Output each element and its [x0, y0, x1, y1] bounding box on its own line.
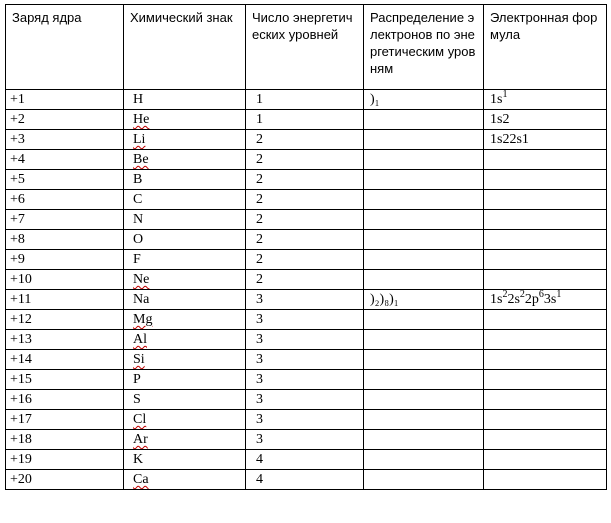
table-row	[6, 450, 607, 470]
charge-cell	[6, 310, 124, 330]
levels-cell-text: 3	[256, 372, 263, 387]
orbital-electrons: 6	[538, 289, 544, 300]
levels-cell	[246, 330, 364, 350]
symbol-cell-text: Li	[133, 132, 146, 147]
charge-cell-text: +10	[10, 272, 32, 287]
charge-cell-text: +11	[10, 292, 32, 307]
table-row	[6, 190, 607, 210]
charge-cell	[6, 430, 124, 450]
formula-cell	[484, 150, 607, 170]
charge-cell	[6, 250, 124, 270]
levels-cell	[246, 110, 364, 130]
charge-cell	[6, 410, 124, 430]
charge-cell-text: +19	[10, 452, 32, 467]
levels-cell-text: 2	[256, 132, 263, 147]
symbol-cell-text: Al	[133, 332, 147, 347]
charge-cell-text: +14	[10, 352, 32, 367]
levels-cell	[246, 410, 364, 430]
table-row	[6, 150, 607, 170]
levels-cell	[246, 190, 364, 210]
formula-cell	[484, 390, 607, 410]
symbol-cell	[124, 310, 246, 330]
formula-cell	[484, 110, 607, 130]
symbol-cell	[124, 230, 246, 250]
orbital-electrons: 2	[519, 289, 525, 300]
charge-cell-text: +20	[10, 472, 32, 487]
header-levels: Число энергетических уровней	[246, 5, 364, 90]
charge-cell	[6, 370, 124, 390]
charge-cell	[6, 450, 124, 470]
charge-cell-text: +12	[10, 312, 32, 327]
distribution-cell	[364, 130, 484, 150]
levels-cell	[246, 470, 364, 490]
formula-cell	[484, 230, 607, 250]
distribution-cell	[364, 270, 484, 290]
charge-cell-text: +13	[10, 332, 32, 347]
levels-cell-text: 3	[256, 392, 263, 407]
levels-cell	[246, 430, 364, 450]
formula-text: 1s2	[490, 112, 510, 127]
distribution-cell	[364, 430, 484, 450]
symbol-cell	[124, 150, 246, 170]
charge-cell-text: +16	[10, 392, 32, 407]
charge-cell-text: +8	[10, 232, 25, 247]
symbol-cell	[124, 410, 246, 430]
distribution-cell	[364, 230, 484, 250]
symbol-cell	[124, 390, 246, 410]
levels-cell-text: 4	[256, 452, 263, 467]
charge-cell-text: +5	[10, 172, 25, 187]
distribution-cell	[364, 170, 484, 190]
header-row	[6, 5, 607, 90]
charge-cell	[6, 290, 124, 310]
table-row	[6, 310, 607, 330]
levels-cell-text: 3	[256, 432, 263, 447]
levels-cell	[246, 210, 364, 230]
levels-cell-text: 2	[256, 172, 263, 187]
levels-cell-text: 2	[256, 212, 263, 227]
orbital-label: 2p	[524, 292, 539, 307]
levels-cell	[246, 150, 364, 170]
table-row	[6, 470, 607, 490]
symbol-cell	[124, 370, 246, 390]
charge-cell-text: +18	[10, 432, 32, 447]
levels-cell-text: 3	[256, 412, 263, 427]
table-row	[6, 210, 607, 230]
table-row	[6, 110, 607, 130]
formula-cell	[484, 130, 607, 150]
symbol-cell-text: K	[133, 452, 144, 467]
symbol-cell-text: Mg	[133, 312, 153, 327]
distribution-cell	[364, 210, 484, 230]
formula-cell	[484, 210, 607, 230]
orbital-label: 1s	[490, 92, 503, 107]
levels-cell	[246, 130, 364, 150]
levels-cell	[246, 230, 364, 250]
levels-cell	[246, 250, 364, 270]
distribution-cell	[364, 250, 484, 270]
symbol-cell-text: Si	[133, 352, 145, 367]
symbol-cell	[124, 210, 246, 230]
table-row	[6, 330, 607, 350]
distribution-cell	[364, 290, 484, 310]
distribution-cell	[364, 370, 484, 390]
distribution-cell	[364, 310, 484, 330]
distribution-cell	[364, 410, 484, 430]
orbital-label: 1s	[490, 292, 503, 307]
levels-cell	[246, 370, 364, 390]
charge-cell	[6, 190, 124, 210]
symbol-cell-text: He	[133, 112, 150, 127]
levels-cell	[246, 270, 364, 290]
charge-cell-text: +7	[10, 212, 25, 227]
levels-cell	[246, 450, 364, 470]
symbol-cell-text: Be	[133, 152, 149, 167]
levels-cell-text: 4	[256, 472, 263, 487]
orbital-electrons: 1	[556, 289, 562, 300]
levels-cell	[246, 310, 364, 330]
levels-cell-text: 2	[256, 192, 263, 207]
symbol-cell	[124, 170, 246, 190]
levels-cell-text: 3	[256, 312, 263, 327]
distribution-cell	[364, 350, 484, 370]
symbol-cell-text: S	[133, 392, 141, 407]
header-distribution: Распределение электронов по энергетическим уровням	[364, 5, 484, 90]
symbol-cell	[124, 130, 246, 150]
electron-configuration-table	[5, 4, 607, 490]
levels-cell-text: 2	[256, 252, 263, 267]
charge-cell	[6, 350, 124, 370]
distribution-cell	[364, 330, 484, 350]
distribution-cell-text: )₁	[370, 92, 380, 107]
levels-cell-text: 3	[256, 332, 263, 347]
charge-cell	[6, 230, 124, 250]
levels-cell-text: 2	[256, 272, 263, 287]
table-row	[6, 290, 607, 310]
symbol-cell-text: Ar	[133, 432, 148, 447]
levels-cell-text: 1	[256, 112, 263, 127]
orbital-label: 3s	[543, 292, 557, 307]
symbol-cell-text: O	[133, 232, 144, 247]
levels-cell	[246, 390, 364, 410]
charge-cell	[6, 470, 124, 490]
distribution-cell	[364, 470, 484, 490]
charge-cell-text: +3	[10, 132, 25, 147]
formula-cell	[484, 350, 607, 370]
formula-cell	[484, 90, 607, 110]
distribution-cell-text: )₂)₈)₁	[370, 292, 399, 307]
symbol-cell	[124, 350, 246, 370]
distribution-cell	[364, 190, 484, 210]
charge-cell-text: +15	[10, 372, 32, 387]
charge-cell	[6, 170, 124, 190]
symbol-cell	[124, 330, 246, 350]
charge-cell-text: +2	[10, 112, 25, 127]
formula-cell	[484, 310, 607, 330]
levels-cell-text: 3	[256, 292, 263, 307]
levels-cell-text: 1	[256, 92, 263, 107]
table-row	[6, 410, 607, 430]
formula-text: 1s22s1	[490, 132, 529, 147]
header-charge: Заряд ядра	[6, 5, 124, 90]
symbol-cell-text: P	[133, 372, 141, 387]
levels-cell	[246, 290, 364, 310]
table-row	[6, 270, 607, 290]
symbol-cell	[124, 190, 246, 210]
charge-cell	[6, 150, 124, 170]
charge-cell	[6, 110, 124, 130]
charge-cell	[6, 210, 124, 230]
charge-cell	[6, 330, 124, 350]
formula-cell	[484, 170, 607, 190]
distribution-cell	[364, 150, 484, 170]
table-row	[6, 250, 607, 270]
symbol-cell-text: H	[133, 92, 144, 107]
charge-cell-text: +9	[10, 252, 25, 267]
symbol-cell-text: F	[133, 252, 141, 267]
header-formula: Электронная формула	[484, 5, 607, 90]
distribution-cell	[364, 390, 484, 410]
table-body	[6, 90, 607, 490]
formula-cell	[484, 270, 607, 290]
charge-cell	[6, 130, 124, 150]
table-row	[6, 130, 607, 150]
formula-cell	[484, 470, 607, 490]
symbol-cell	[124, 290, 246, 310]
symbol-cell-text: C	[133, 192, 143, 207]
table-row	[6, 430, 607, 450]
levels-cell-text: 2	[256, 152, 263, 167]
charge-cell	[6, 270, 124, 290]
formula-cell	[484, 290, 607, 310]
distribution-cell	[364, 110, 484, 130]
charge-cell	[6, 390, 124, 410]
charge-cell-text: +6	[10, 192, 25, 207]
symbol-cell	[124, 470, 246, 490]
symbol-cell-text: Cl	[133, 412, 147, 427]
symbol-cell	[124, 270, 246, 290]
symbol-cell-text: Ca	[133, 472, 149, 487]
formula-cell	[484, 410, 607, 430]
charge-cell-text: +1	[10, 92, 25, 107]
table-row	[6, 230, 607, 250]
table-row	[6, 370, 607, 390]
table-row	[6, 170, 607, 190]
symbol-cell-text: B	[133, 172, 143, 187]
charge-cell	[6, 90, 124, 110]
formula-cell	[484, 370, 607, 390]
symbol-cell	[124, 450, 246, 470]
symbol-cell	[124, 90, 246, 110]
formula-cell	[484, 450, 607, 470]
levels-cell-text: 3	[256, 352, 263, 367]
levels-cell	[246, 170, 364, 190]
charge-cell-text: +17	[10, 412, 32, 427]
formula-cell	[484, 430, 607, 450]
orbital-label: 2s	[507, 292, 520, 307]
header-symbol: Химический знак	[124, 5, 246, 90]
symbol-cell-text: N	[133, 212, 144, 227]
symbol-cell	[124, 110, 246, 130]
distribution-cell	[364, 90, 484, 110]
symbol-cell	[124, 250, 246, 270]
table-row	[6, 90, 607, 110]
table-row	[6, 350, 607, 370]
symbol-cell-text: Na	[133, 292, 150, 307]
orbital-electrons: 1	[502, 89, 508, 100]
symbol-cell-text: Ne	[133, 272, 150, 287]
levels-cell	[246, 90, 364, 110]
symbol-cell	[124, 430, 246, 450]
orbital-electrons: 2	[502, 289, 508, 300]
formula-cell	[484, 190, 607, 210]
formula-cell	[484, 330, 607, 350]
distribution-cell	[364, 450, 484, 470]
levels-cell	[246, 350, 364, 370]
charge-cell-text: +4	[10, 152, 25, 167]
table-row	[6, 390, 607, 410]
formula-cell	[484, 250, 607, 270]
levels-cell-text: 2	[256, 232, 263, 247]
